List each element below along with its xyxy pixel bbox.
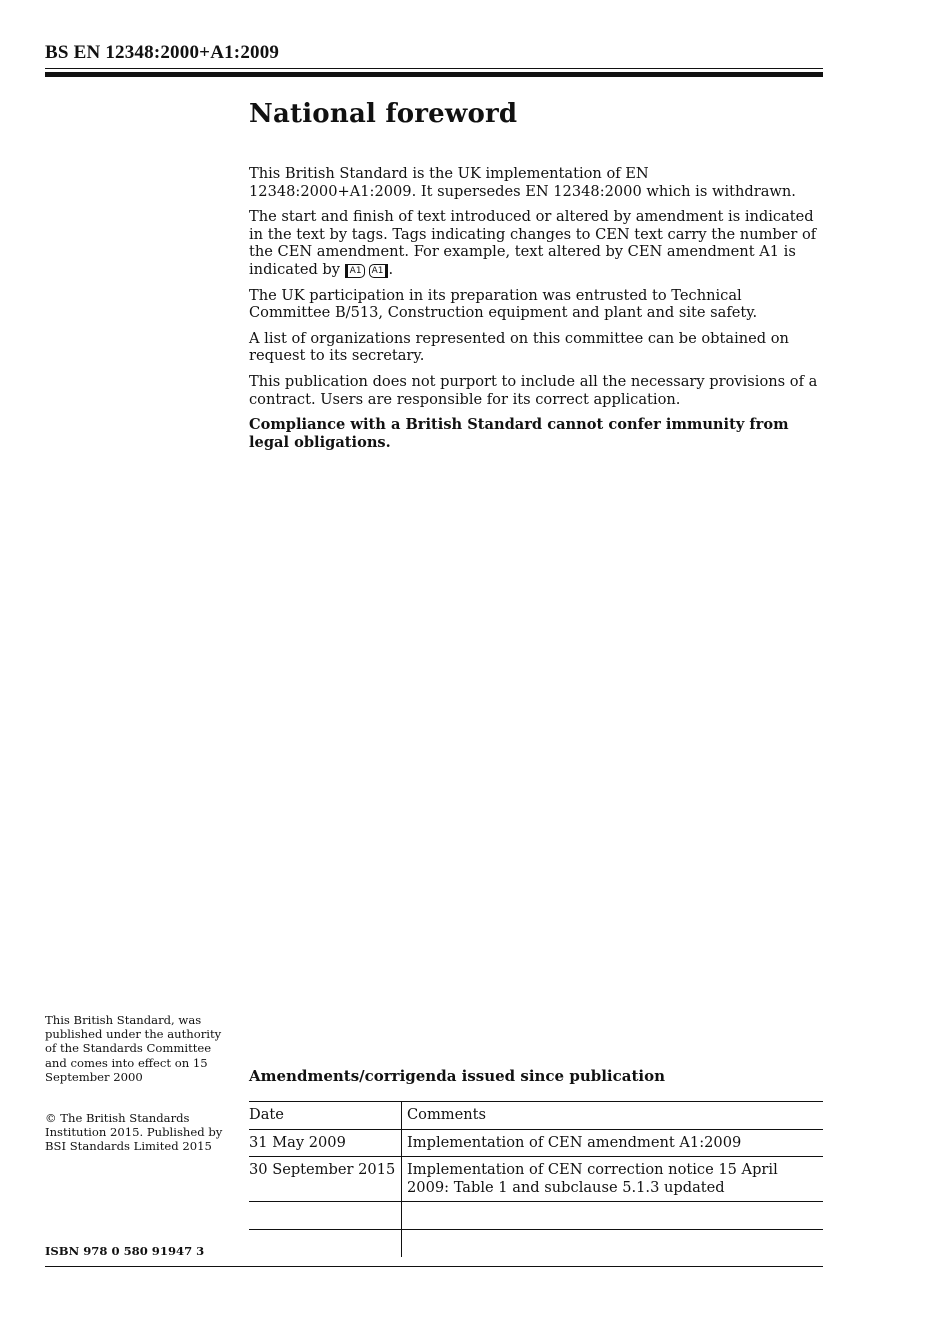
amendment-date bbox=[249, 1230, 402, 1258]
amendment-open-tag-icon: A1 bbox=[345, 264, 365, 278]
table-row bbox=[249, 1129, 823, 1157]
standard-identifier: BS EN 12348:2000+A1:2009 bbox=[45, 42, 280, 63]
paragraph-amendment-tags bbox=[249, 208, 819, 278]
paragraph-amendment-tags-text: The start and finish of text introduced or altered by amendment is indicated in the text by tags. Tags indicating changes to CEN text carry the number of the CEN amendment. For example, text altered by CEN amendment A1 is indicated by bbox=[249, 208, 817, 278]
table-row bbox=[249, 1157, 823, 1202]
paragraph-provisions: This publication does not purport to include all the necessary provisions of a contract. Users are responsible for its correct application. bbox=[249, 372, 818, 408]
paragraph-organizations: A list of organizations represented on this committee can be obtained on request to its secretary. bbox=[249, 329, 789, 365]
amendments-table bbox=[249, 1101, 823, 1257]
header-rule-thin bbox=[45, 68, 823, 69]
footer-rule bbox=[45, 1266, 823, 1267]
publication-note: This British Standard, was published under the authority of the Standards Committee and comes into effect on 15 September 2000 bbox=[45, 1013, 222, 1084]
paragraph-implementation: This British Standard is the UK implementation of EN 12348:2000+A1:2009. It supersedes EN 12348:2000 which is withdrawn. bbox=[249, 165, 796, 200]
isbn: ISBN 978 0 580 91947 3 bbox=[45, 1244, 205, 1258]
amendment-comment bbox=[402, 1230, 824, 1258]
foreword-body bbox=[249, 165, 819, 459]
paragraph-committee: The UK participation in its preparation was entrusted to Technical Committee B/513, Construction equipment and plant and site safety. bbox=[249, 286, 758, 322]
amendment-comment bbox=[402, 1202, 824, 1230]
paragraph-compliance: Compliance with a British Standard cannot confer immunity from legal obligations. bbox=[249, 416, 789, 451]
copyright-note: © The British Standards Institution 2015. Published by BSI Standards Limited 2015 bbox=[45, 1111, 223, 1154]
amendment-comment: Implementation of CEN correction notice 15 April 2009: Table 1 and subclause 5.1.3 updated bbox=[402, 1157, 824, 1202]
amendment-date bbox=[249, 1202, 402, 1230]
paragraph-end-punct: . bbox=[388, 260, 394, 278]
table-row bbox=[249, 1230, 823, 1258]
amendment-comment: Implementation of CEN amendment A1:2009 bbox=[402, 1129, 824, 1157]
column-header-date: Date bbox=[249, 1102, 402, 1130]
amendments-heading: Amendments/corrigenda issued since publication bbox=[249, 1067, 665, 1085]
amendment-date: 31 May 2009 bbox=[249, 1129, 402, 1157]
header-rule-thick bbox=[45, 72, 823, 77]
amendment-close-tag-icon: A1 bbox=[369, 264, 389, 278]
page-title: National foreword bbox=[249, 99, 518, 129]
table-header-row bbox=[249, 1102, 823, 1130]
amendment-date: 30 September 2015 bbox=[249, 1157, 402, 1202]
column-header-comments: Comments bbox=[402, 1102, 824, 1130]
table-row bbox=[249, 1202, 823, 1230]
